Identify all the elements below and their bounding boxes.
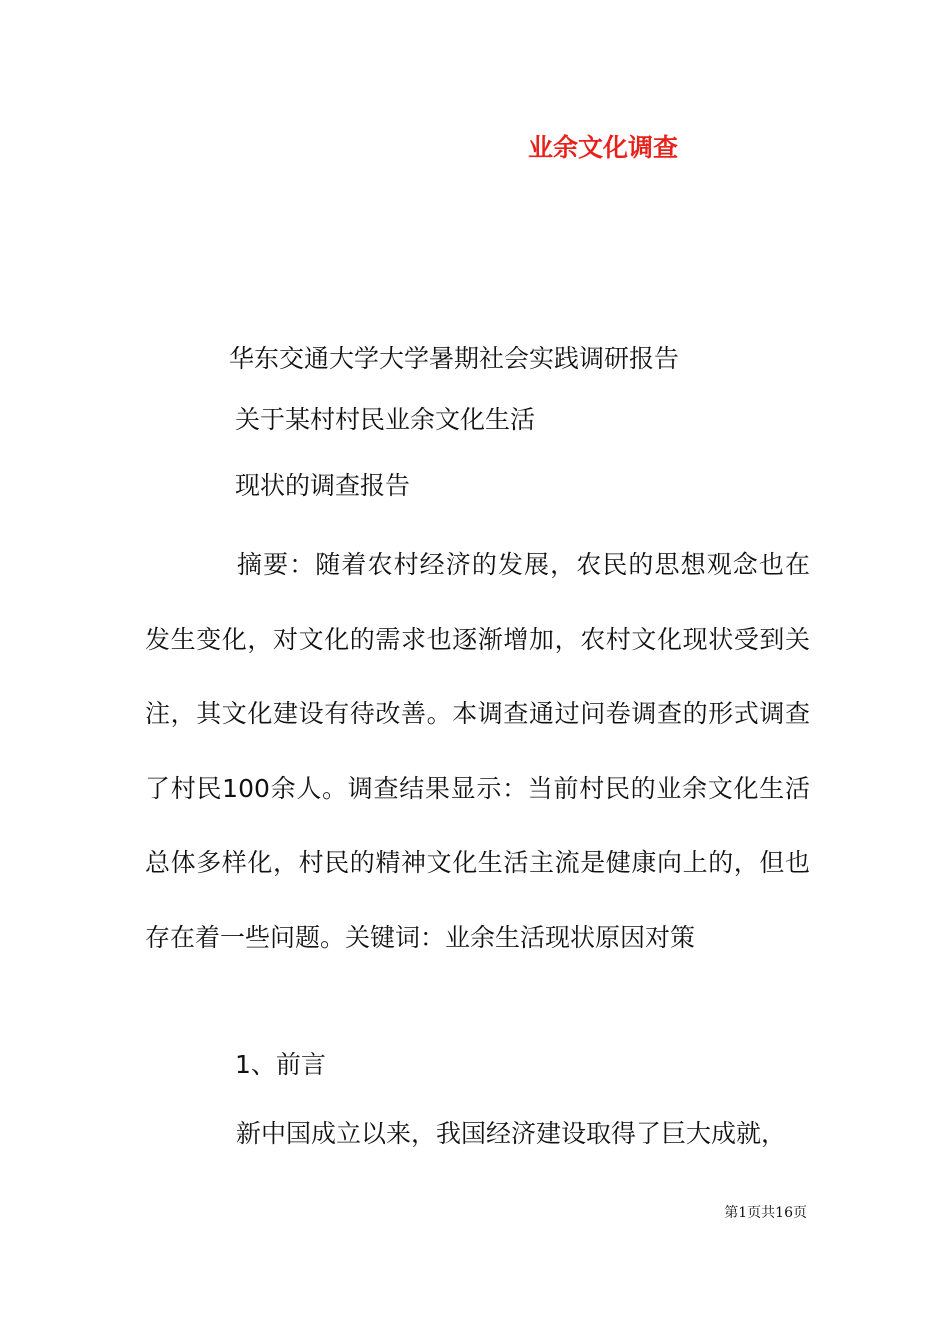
- document-title: 业余文化调查: [527, 133, 678, 162]
- report-institution-line: 华东交通大学大学暑期社会实践调研报告: [229, 344, 680, 373]
- page-number-footer: 第1页共16页: [724, 1205, 807, 1221]
- report-type-line: 现状的调查报告: [235, 471, 411, 500]
- abstract-paragraph: 摘要：随着农村经济的发展，农民的思想观念也在发生变化，对文化的需求也逐渐增加，农村文化现状受到关注，其文化建设有待改善。本调查通过问卷调查的形式调查了村民100余人。调查结果显示：当前村民的业余文化生活总体多样化，村民的精神文化生活主流是健康向上的，但也存在着一些问题。关键词：业余生活现状原因对策: [145, 550, 810, 952]
- body-paragraph-first-line: 新中国成立以来，我国经济建设取得了巨大成就，: [236, 1119, 787, 1148]
- section-heading-preface: 1、前言: [235, 1050, 326, 1079]
- report-topic-line: 关于某村村民业余文化生活: [235, 405, 536, 434]
